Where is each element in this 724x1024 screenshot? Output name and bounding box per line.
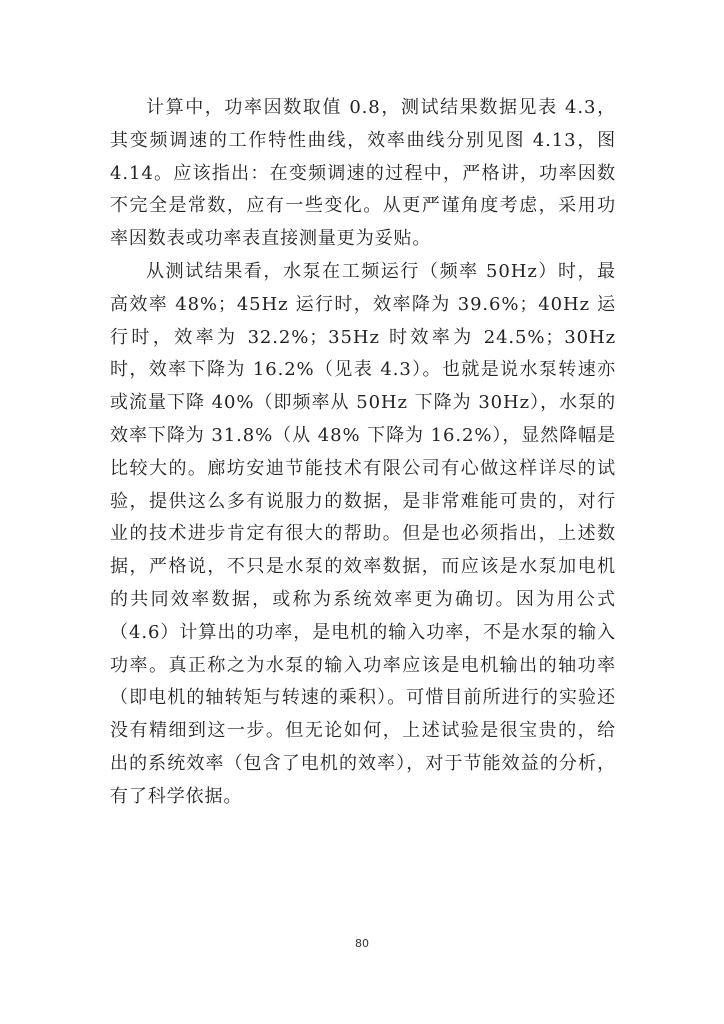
page-body: [110, 92, 616, 814]
paragraph-1: 计算中，功率因数取值 0.8，测试结果数据见表 4.3，其变频调速的工作特性曲线，效率曲线分别见图 4.13，图 4.14。应该指出：在变频调速的过程中，严格讲，功率因数不完全是常数，应有一些变化。从更严谨角度考虑，采用功率因数表或功率表直接测量更为妥贴。: [110, 97, 616, 250]
page-number: 80: [355, 937, 369, 950]
paragraph-2: 从测试结果看，水泵在工频运行（频率 50Hz）时，最高效率 48%；45Hz 运行时，效率降为 39.6%；40Hz 运行时，效率为 32.2%；35Hz 时效率为 24.5%；30Hz 时，效率下降为 16.2%（见表 4.3）。也就是说水泵转速亦或流量下降 40%（即频率从 50Hz 下降为 30Hz），水泵的效率下降为 31.8%（从 48% 下降为 16.2%），显然降幅是比较大的。廊坊安迪节能技术有限公司有心做这样详尽的试验，提供这么多有说服力的数据，是非常难能可贵的，对行业的技术进步肯定有很大的帮助。但是也必须指出，上述数据，严格说，不只是水泵的效率数据，而应该是水泵加电机的共同效率数据，或称为系统效率更为确切。因为用公式（4.6）计算出的功率，是电机的输入功率，不是水泵的输入功率。真正称之为水泵的输入功率应该是电机输出的轴功率（即电机的轴转矩与转速的乘积）。可惜目前所进行的实验还没有精细到这一步。但无论如何，上述试验是很宝贵的，给出的系统效率（包含了电机的效率），对于节能效益的分析，有了科学依据。: [110, 260, 616, 807]
